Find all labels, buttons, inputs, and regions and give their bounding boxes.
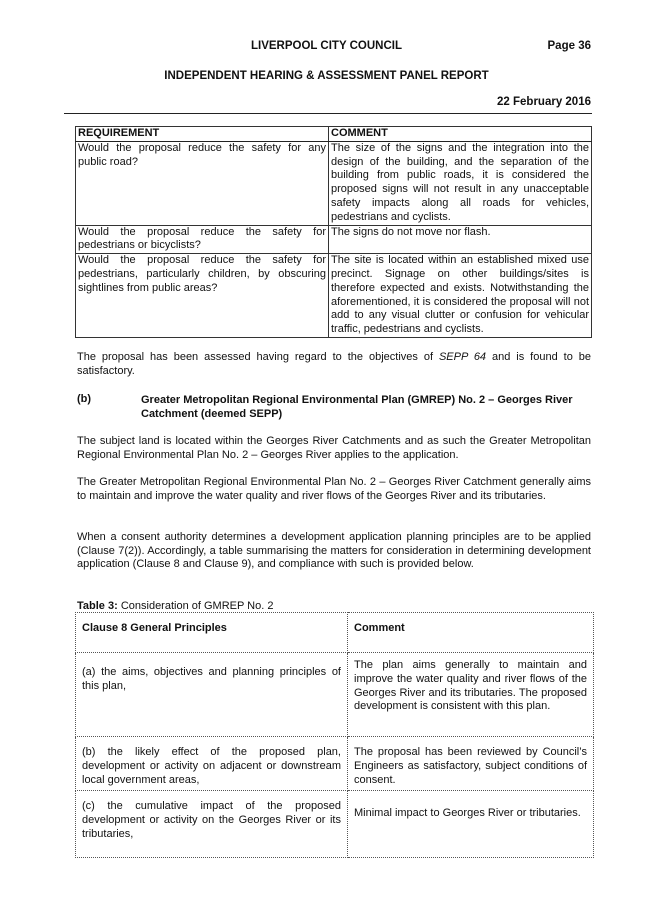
page-number: Page 36 <box>547 40 591 52</box>
sepp-statement-text-end: and is found to be satisfactory. <box>77 351 591 377</box>
requirement-cell: Would the proposal reduce the safety for pedestrians, particularly children, by obscuring sightlines from public areas? <box>76 254 329 338</box>
gmrep-table <box>75 612 594 858</box>
sepp-statement-text: The proposal has been assessed having regard to the objectives of <box>77 351 439 363</box>
sepp-statement <box>77 351 591 378</box>
comment-cell: The plan aims generally to maintain and improve the water quality and river flows of the Georges River and its tributaries. The proposed development is consistent with this plan. <box>348 653 594 737</box>
table-header-row <box>76 613 594 653</box>
comment-header: COMMENT <box>329 127 592 142</box>
requirement-cell: Would the proposal reduce the safety for pedestrians or bicyclists? <box>76 225 329 254</box>
table-caption-text: Consideration of GMREP No. 2 <box>117 600 274 612</box>
comment-header: Comment <box>348 613 594 653</box>
comment-cell: The size of the signs and the integration into the design of the building, and the separation of the building from public roads, it is considered the proposed signs will not result in any unacceptable safety impacts along all roads for vehicles, pedestrians and cyclists. <box>329 141 592 225</box>
principles-header: Clause 8 General Principles <box>76 613 348 653</box>
principle-cell: (b) the likely effect of the proposed plan, development or activity on adjacent or downstream local government areas, <box>76 737 348 791</box>
requirement-cell: Would the proposal reduce the safety for any public road? <box>76 141 329 225</box>
report-date: 22 February 2016 <box>497 96 591 108</box>
section-heading: Greater Metropolitan Regional Environmental Plan (GMREP) No. 2 – Georges River Catchment (deemed SEPP) <box>141 394 573 420</box>
comment-cell: The signs do not move nor flash. <box>329 225 592 254</box>
body-paragraph: The Greater Metropolitan Regional Environmental Plan No. 2 – Georges River Catchment generally aims to maintain and improve the water quality and river flows of the Georges River and its tributaries. <box>77 476 591 502</box>
sepp-reference: SEPP 64 <box>438 351 487 363</box>
section-label: (b) <box>77 393 92 405</box>
principle-cell: (c) the cumulative impact of the proposed development or activity on the Georges River or its tributaries, <box>76 791 348 858</box>
report-title: INDEPENDENT HEARING & ASSESSMENT PANEL REPORT <box>164 70 489 82</box>
table-header-row <box>76 127 592 142</box>
requirement-header: REQUIREMENT <box>76 127 329 142</box>
council-name: LIVERPOOL CITY COUNCIL <box>250 40 402 52</box>
table-row <box>76 737 594 791</box>
comment-cell: Minimal impact to Georges River or tributaries. <box>348 791 594 858</box>
body-paragraph: The subject land is located within the Georges River Catchments and as such the Greater Metropolitan Regional Environmental Plan No. 2 – Georges River applies to the application. <box>77 435 591 461</box>
table-row <box>76 141 592 225</box>
header-divider <box>64 113 592 114</box>
comment-cell: The site is located within an established mixed use precinct. Signage on other buildings/sites is therefore expected and exists. Notwithstanding the aforementioned, it is considered the proposal will not add to any visual clutter or confusion for vehicular traffic, pedestrians and cyclists. <box>329 254 592 338</box>
table-row <box>76 254 592 338</box>
table-caption-label: Table 3: <box>77 600 118 612</box>
table-row <box>76 653 594 737</box>
body-paragraph: When a consent authority determines a development application planning principles are to be applied (Clause 7(2)). Accordingly, a table summarising the matters for consideration in determining development application (Clause 8 and Clause 9), and compliance with such is provided below. <box>77 531 591 570</box>
comment-cell: The proposal has been reviewed by Council’s Engineers as satisfactory, subject conditions of consent. <box>348 737 594 791</box>
principle-cell: (a) the aims, objectives and planning principles of this plan, <box>76 653 348 737</box>
table-row <box>76 225 592 254</box>
table-caption <box>77 600 273 612</box>
requirements-table <box>75 126 592 338</box>
table-row <box>76 791 594 858</box>
